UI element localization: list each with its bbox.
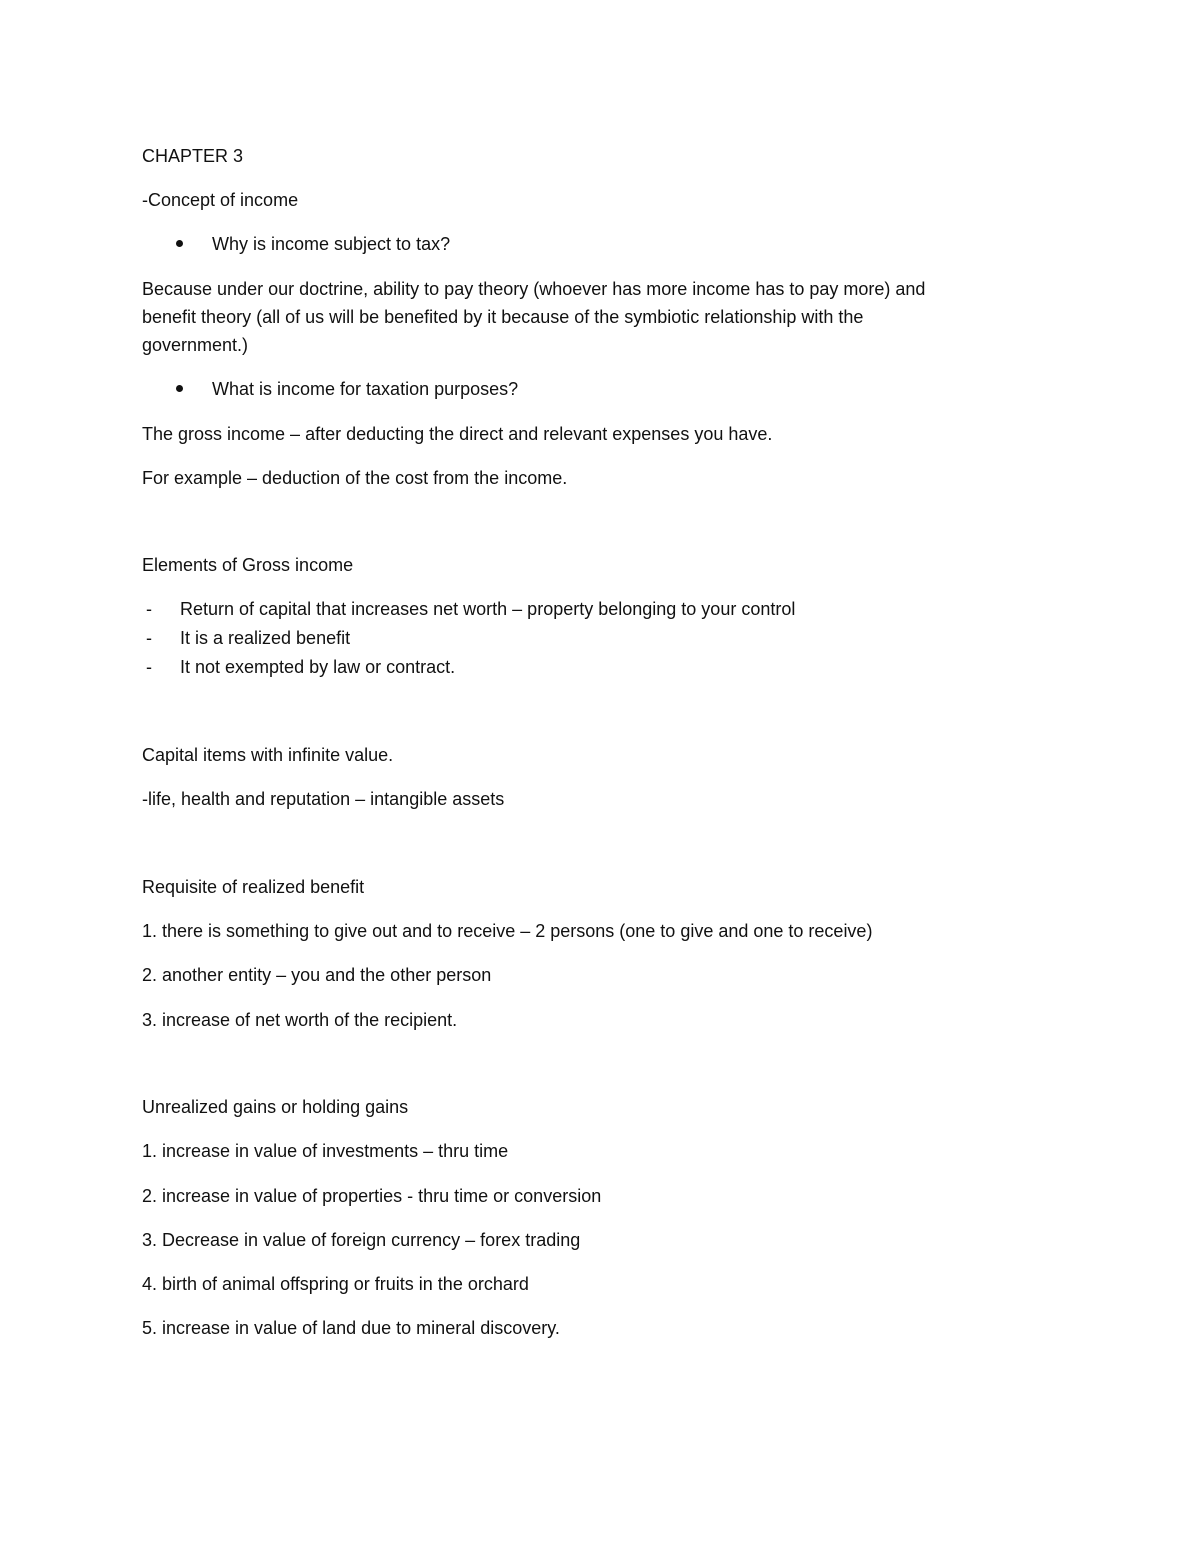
requisite-item: 1. there is something to give out and to receive – 2 persons (one to give and one to receive) (142, 921, 873, 941)
question-why-taxed: Why is income subject to tax? (212, 234, 451, 254)
unrealized-item: 1. increase in value of investments – thru time (142, 1141, 509, 1161)
unrealized-item: 3. Decrease in value of foreign currency – forex trading (142, 1230, 581, 1250)
element-item: Return of capital that increases net worth – property belonging to your control (180, 599, 796, 619)
element-item: It not exempted by law or contract. (180, 657, 456, 677)
unrealized-item: 2. increase in value of properties - thru time or conversion (142, 1186, 602, 1206)
unrealized-item: 5. increase in value of land due to mineral discovery. (142, 1318, 560, 1338)
element-item: It is a realized benefit (180, 628, 351, 648)
elements-heading: Elements of Gross income (142, 555, 354, 575)
unrealized-item: 4. birth of animal offspring or fruits in the orchard (142, 1274, 529, 1294)
answer-paragraph-line: government.) (142, 335, 249, 355)
dash-marker: - (146, 657, 152, 677)
answer-paragraph-line: Because under our doctrine, ability to pay theory (whoever has more income has to pay more) and (142, 279, 926, 299)
requisite-item: 2. another entity – you and the other person (142, 965, 492, 985)
bullet-icon (176, 385, 183, 392)
answer-paragraph-line: benefit theory (all of us will be benefited by it because of the symbiotic relationship with the (142, 307, 864, 327)
dash-marker: - (146, 628, 152, 648)
unrealized-heading: Unrealized gains or holding gains (142, 1097, 409, 1117)
requisite-item: 3. increase of net worth of the recipient. (142, 1010, 458, 1030)
concept-heading: -Concept of income (142, 190, 299, 210)
bullet-icon (176, 240, 183, 247)
capital-heading: Capital items with infinite value. (142, 745, 394, 765)
example-paragraph: For example – deduction of the cost from the income. (142, 468, 568, 488)
chapter-title: CHAPTER 3 (142, 146, 244, 166)
requisite-heading: Requisite of realized benefit (142, 877, 365, 897)
answer-gross-income: The gross income – after deducting the direct and relevant expenses you have. (142, 424, 773, 444)
question-income-taxation: What is income for taxation purposes? (212, 379, 519, 399)
dash-marker: - (146, 599, 152, 619)
capital-detail: -life, health and reputation – intangible assets (142, 789, 505, 809)
